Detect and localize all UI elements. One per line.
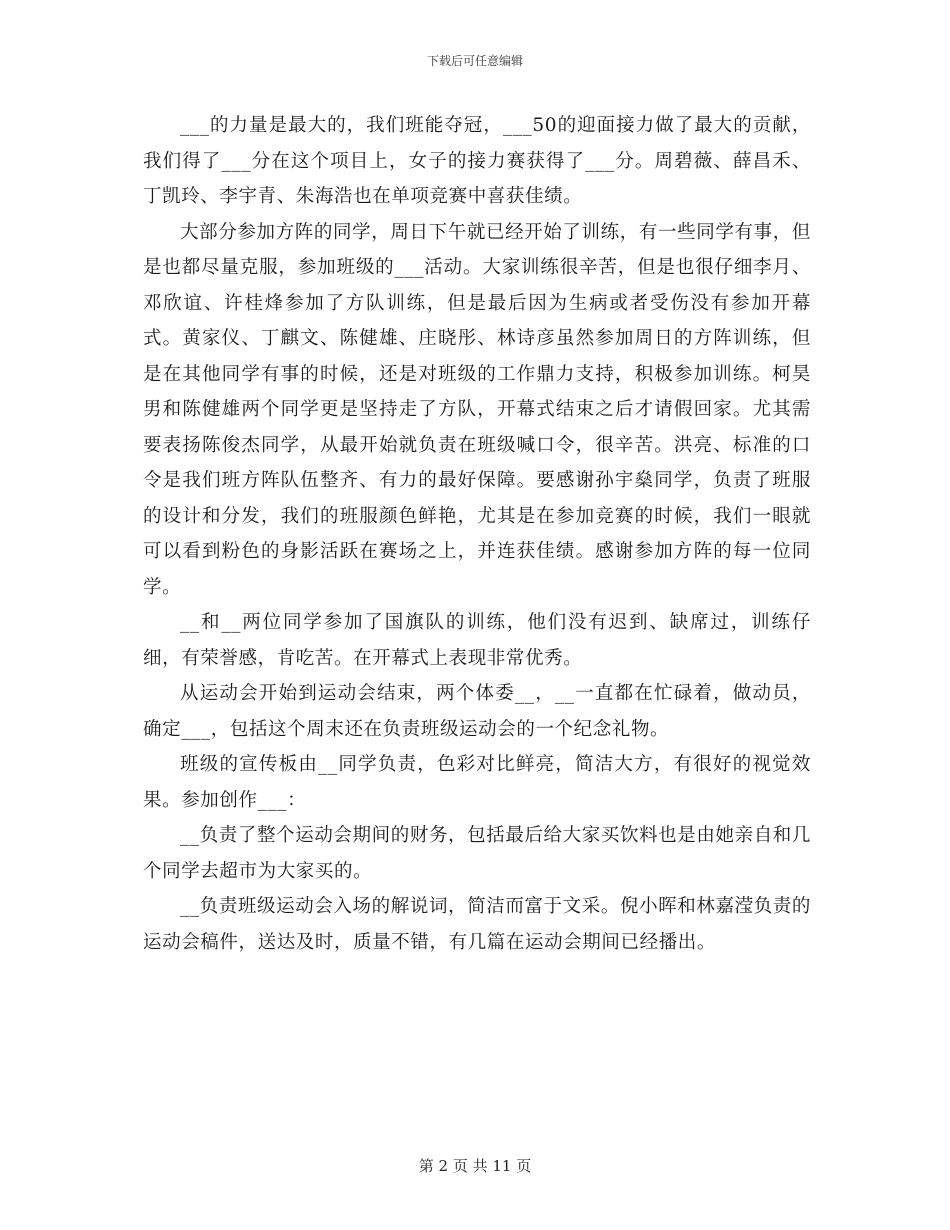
page-number-footer: 第 2 页 共 11 页 — [418, 1157, 532, 1175]
paragraph-finance: __负责了整个运动会期间的财务，包括最后给大家买饮料也是由她亲自和几个同学去超市为大家买的。 — [143, 825, 811, 882]
paragraph-flag-team: __和__两位同学参加了国旗队的训练，他们没有迟到、缺席过，训练仔细，有荣誉感，肯吃苦。在开幕式上表现非常优秀。 — [143, 612, 811, 669]
paragraph-relay-results: ___的力量是最大的，我们班能夺冠，___50的迎面接力做了最大的贡献，我们得了___分在这个项目上，女子的接力赛获得了___分。周碧薇、薛昌禾、丁凯玲、李宇青、朱海浩也在单项竞赛中喜获佳绩。 — [143, 115, 811, 207]
paragraph-sports-committee: 从运动会开始到运动会结束，两个体委__，__一直都在忙碌着，做动员，确定___，包括这个周末还在负责班级运动会的一个纪念礼物。 — [143, 683, 811, 740]
paragraph-publicity-board: 班级的宣传板由__同学负责，色彩对比鲜亮，简洁大方，有很好的视觉效果。参加创作___： — [143, 754, 811, 811]
page-header-note: 下载后可任意编辑 — [426, 54, 523, 68]
paragraph-formation-training: 大部分参加方阵的同学，周日下午就已经开始了训练，有一些同学有事，但是也都尽量克服，参加班级的___活动。大家训练很辛苦，但是也很仔细李月、邓欣谊、许桂烽参加了方队训练，但是最后因为生病或者受伤没有参加开幕式。黄家仪、丁麒文、陈健雄、庄晓彤、林诗彦虽然参加周日的方阵训练，但是在其他同学有事的时候，还是对班级的工作鼎力支持，积极参加训练。柯昊男和陈健雄两个同学更是坚持走了方队，开幕式结束之后才请假回家。尤其需要表扬陈俊杰同学，从最开始就负责在班级喊口令，很辛苦。洪亮、标准的口令是我们班方阵队伍整齐、有力的最好保障。要感谢孙宇燊同学，负责了班服的设计和分发，我们的班服颜色鲜艳，尤其是在参加竞赛的时候，我们一眼就可以看到粉色的身影活跃在赛场之上，并连获佳绩。感谢参加方阵的每一位同学。 — [143, 221, 811, 598]
document-body — [143, 108, 811, 960]
paragraph-commentary: __负责班级运动会入场的解说词，简洁而富于文采。倪小晖和林嘉滢负责的运动会稿件，送达及时，质量不错，有几篇在运动会期间已经播出。 — [143, 896, 811, 953]
